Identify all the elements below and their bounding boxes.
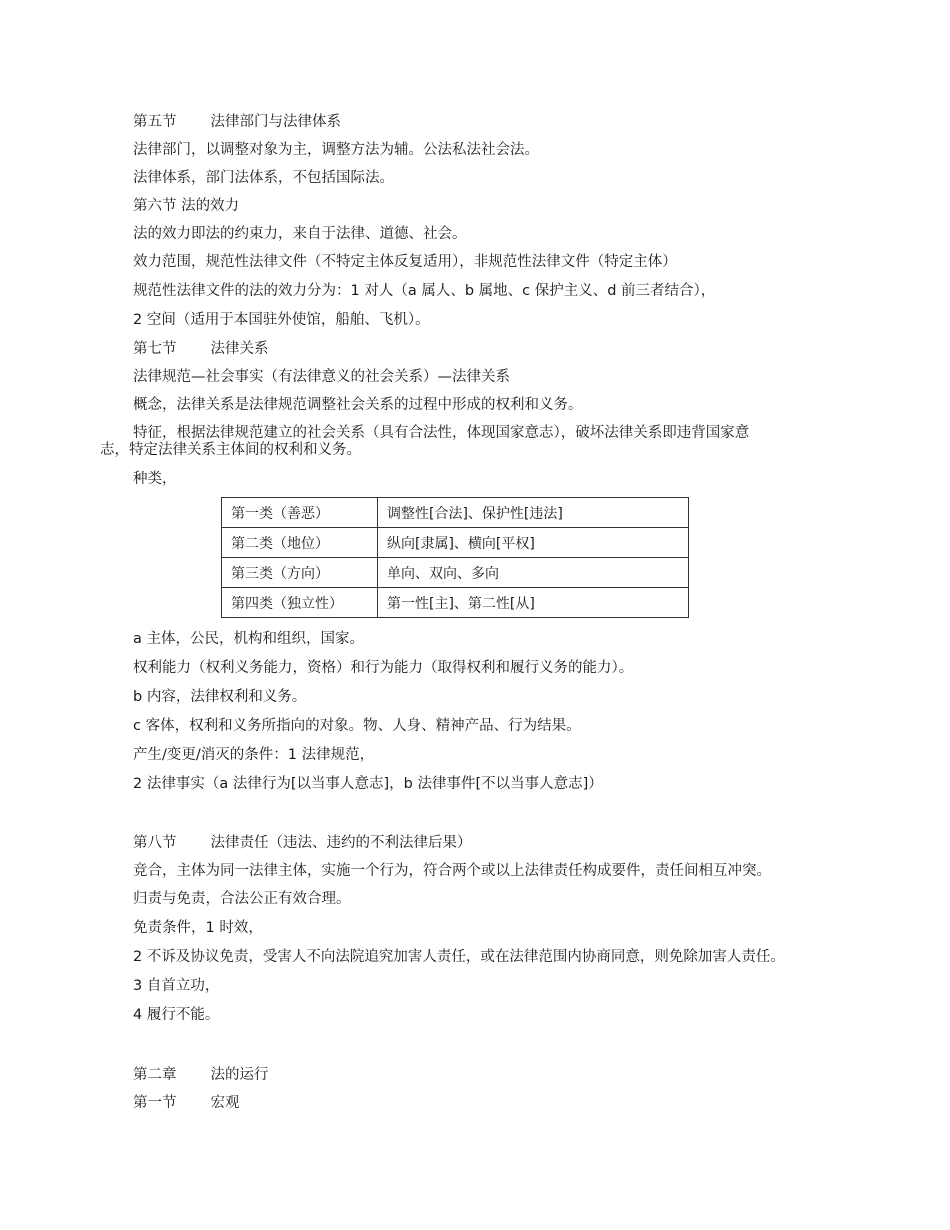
section6-heading: 第六节 法的效力 — [133, 198, 240, 214]
section8-heading — [133, 834, 472, 852]
chapter2-heading — [133, 1066, 269, 1084]
paragraph: 2 空间（适用于本国驻外使馆，船舶、飞机）。 — [133, 312, 430, 328]
paragraph: b 内容，法律权利和义务。 — [133, 689, 307, 705]
table-cell: 单向、双向、多向 — [378, 558, 689, 588]
paragraph: 产生/变更/消灭的条件：1 法律规范， — [133, 747, 375, 763]
paragraph: 4 履行不能。 — [133, 1007, 220, 1023]
paragraph: c 客体，权利和义务所指向的对象。物、人身、精神产品、行为结果。 — [133, 718, 581, 734]
table-row — [222, 558, 689, 588]
paragraph-line: 志，特定法律关系主体间的权利和义务。 — [100, 442, 361, 458]
table-cell: 纵向[隶属]、横向[平权] — [378, 528, 689, 558]
subsection-heading — [133, 1094, 240, 1112]
paragraph: 效力范围，规范性法律文件（不特定主体反复适用），非规范性法律文件（特定主体） — [133, 254, 677, 270]
section-title: 法律关系 — [210, 341, 269, 357]
table-cell: 第三类（方向） — [222, 558, 378, 588]
paragraph: 权利能力（权利义务能力，资格）和行为能力（取得权利和履行义务的能力）。 — [133, 660, 634, 676]
table-row — [222, 588, 689, 618]
section-title: 法律部门与法律体系 — [210, 114, 341, 130]
table-row — [222, 528, 689, 558]
section-title: 法律责任（违法、违约的不利法律后果） — [210, 835, 472, 851]
paragraph: 2 法律事实（a 法律行为[以当事人意志]，b 法律事件[不以当事人意志]） — [133, 776, 603, 792]
paragraph: 免责条件，1 时效， — [133, 920, 263, 936]
paragraph-line: 特征，根据法律规范建立的社会关系（具有合法性，体现国家意志），破坏法律关系即违背国家意 — [133, 425, 750, 441]
chapter-title: 法的运行 — [210, 1067, 269, 1083]
paragraph-wrapped — [100, 425, 840, 459]
paragraph: 法律体系，部门法体系，不包括国际法。 — [133, 170, 394, 186]
paragraph: a 主体，公民，机构和组织，国家。 — [133, 631, 364, 647]
paragraph: 竞合，主体为同一法律主体，实施一个行为，符合两个或以上法律责任构成要件，责任间相互冲突。 — [133, 863, 771, 879]
relation-types-table — [221, 497, 689, 618]
table-cell: 第一类（善恶） — [222, 498, 378, 528]
paragraph: 种类， — [133, 471, 177, 487]
paragraph: 归责与免责，合法公正有效合理。 — [133, 891, 351, 907]
section-title: 宏观 — [210, 1095, 240, 1111]
paragraph: 2 不诉及协议免责，受害人不向法院追究加害人责任，或在法律范围内协商同意，则免除加害人责任。 — [133, 949, 785, 965]
chapter-number: 第二章 — [133, 1067, 177, 1083]
paragraph: 概念，法律关系是法律规范调整社会关系的过程中形成的权利和义务。 — [133, 397, 583, 413]
table-cell: 第一性[主]、第二性[从] — [378, 588, 689, 618]
section-number: 第七节 — [133, 341, 177, 357]
paragraph: 法的效力即法的约束力，来自于法律、道德、社会。 — [133, 226, 467, 242]
table-row — [222, 498, 689, 528]
table-cell: 第二类（地位） — [222, 528, 378, 558]
paragraph: 法律部门，以调整对象为主，调整方法为辅。公法私法社会法。 — [133, 142, 539, 158]
section-number: 第八节 — [133, 835, 177, 851]
paragraph: 规范性法律文件的法的效力分为：1 对人（a 属人、b 属地、c 保护主义、d 前三者结合）， — [133, 283, 716, 299]
section5-heading — [133, 113, 341, 131]
paragraph: 法律规范—社会事实（有法律意义的社会关系）—法律关系 — [133, 369, 510, 385]
section-number: 第五节 — [133, 114, 177, 130]
section7-heading — [133, 340, 269, 358]
paragraph: 3 自首立功， — [133, 978, 220, 994]
table-cell: 第四类（独立性） — [222, 588, 378, 618]
section-number: 第一节 — [133, 1095, 177, 1111]
table-cell: 调整性[合法]、保护性[违法] — [378, 498, 689, 528]
